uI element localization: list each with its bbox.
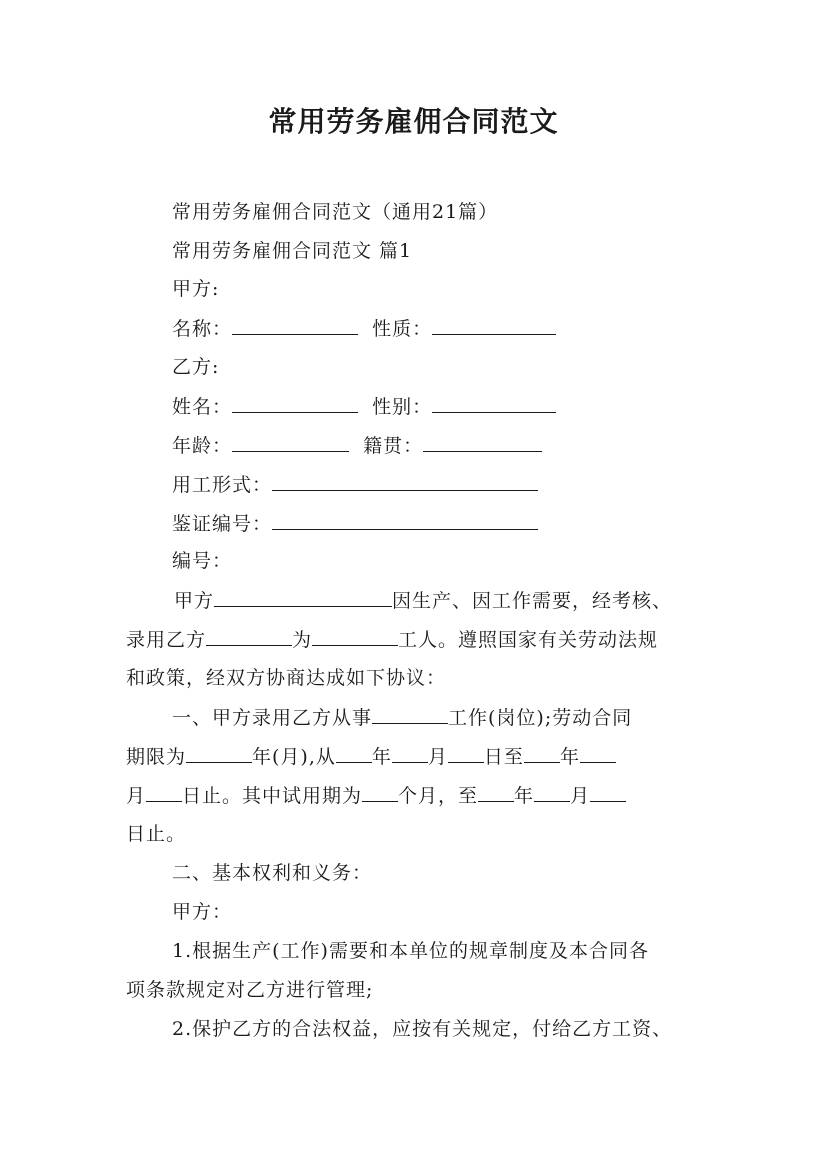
para2-blank bbox=[362, 783, 398, 802]
para2-blank bbox=[448, 744, 484, 763]
para2-text: 个月，至 bbox=[398, 785, 479, 807]
para2-text: 日止。其中试用期为 bbox=[182, 785, 363, 807]
serial-no-label: 编号： bbox=[172, 550, 233, 572]
certification-no-label: 鉴证编号： bbox=[172, 513, 273, 535]
fullname-blank bbox=[232, 394, 358, 413]
para2-text: 年 bbox=[559, 746, 580, 768]
para2-blank bbox=[392, 744, 428, 763]
para2-blank bbox=[590, 783, 626, 802]
para2-text: 期限为 bbox=[126, 746, 187, 768]
para2-text: 一、甲方录用乙方从事 bbox=[172, 707, 373, 729]
para2-text: 年 bbox=[514, 785, 535, 807]
name-label: 名称： bbox=[172, 318, 233, 340]
para1-blank bbox=[312, 627, 398, 646]
fullname-gender-row bbox=[172, 394, 556, 419]
employment-form-row bbox=[172, 472, 538, 497]
para1-text: 因生产、因工作需要，经考核、 bbox=[392, 590, 673, 612]
para2-blank bbox=[524, 744, 560, 763]
age-origin-row bbox=[172, 433, 542, 458]
name-nature-row bbox=[172, 316, 556, 341]
para2-text: 工作(岗位);劳动合同 bbox=[448, 707, 633, 729]
para1-text: 录用乙方 bbox=[126, 629, 207, 651]
para2-line4: 日止。 bbox=[126, 823, 187, 845]
para2-line1 bbox=[172, 705, 632, 730]
certification-no-row bbox=[172, 511, 538, 536]
para2-text: 年(月),从 bbox=[252, 746, 336, 768]
age-label: 年龄： bbox=[172, 435, 233, 457]
para1-blank bbox=[206, 627, 292, 646]
section-heading: 常用劳务雇佣合同范文 篇1 bbox=[172, 240, 413, 262]
item1-line1: 1.根据生产(工作)需要和本单位的规章制度及本合同各 bbox=[172, 940, 649, 962]
para2-text: 年 bbox=[371, 746, 392, 768]
para1-text: 甲方 bbox=[174, 590, 215, 612]
para1-text: 为 bbox=[292, 629, 313, 651]
party-a-label: 甲方: bbox=[172, 278, 220, 300]
para2-blank bbox=[478, 783, 514, 802]
para1-line1 bbox=[174, 588, 672, 613]
employment-form-blank bbox=[272, 472, 538, 491]
para2-blank bbox=[534, 783, 570, 802]
para1-line2 bbox=[126, 627, 658, 652]
party-b-label: 乙方: bbox=[172, 356, 220, 378]
para2-line2 bbox=[126, 744, 616, 769]
para1-blank bbox=[214, 588, 392, 607]
para2-blank bbox=[580, 744, 616, 763]
nature-label: 性质： bbox=[372, 318, 433, 340]
fullname-label: 姓名： bbox=[172, 396, 233, 418]
document-subtitle: 常用劳务雇佣合同范文（通用21篇） bbox=[172, 201, 499, 223]
para2-text: 月 bbox=[126, 785, 147, 807]
para1-line3: 和政策，经双方协商达成如下协议： bbox=[126, 667, 447, 689]
certification-no-blank bbox=[272, 511, 538, 530]
origin-label: 籍贯： bbox=[363, 435, 424, 457]
nature-blank bbox=[432, 316, 556, 335]
party-a-label-2: 甲方： bbox=[172, 901, 233, 923]
age-blank bbox=[232, 433, 349, 452]
para2-text: 日至 bbox=[483, 746, 524, 768]
origin-blank bbox=[423, 433, 542, 452]
para1-text: 工人。遵照国家有关劳动法规 bbox=[398, 629, 659, 651]
gender-label: 性别： bbox=[372, 396, 433, 418]
item1-line2: 项条款规定对乙方进行管理; bbox=[126, 979, 374, 1001]
section2-heading: 二、基本权利和义务： bbox=[172, 862, 373, 884]
para2-blank bbox=[146, 783, 182, 802]
para2-text: 月 bbox=[427, 746, 448, 768]
name-blank bbox=[232, 316, 358, 335]
para2-blank bbox=[372, 705, 448, 724]
employment-form-label: 用工形式： bbox=[172, 474, 273, 496]
para2-line3 bbox=[126, 783, 626, 808]
para2-text: 月 bbox=[570, 785, 591, 807]
gender-blank bbox=[432, 394, 556, 413]
item2-line1: 2.保护乙方的合法权益，应按有关规定，付给乙方工资、 bbox=[172, 1018, 673, 1040]
para2-blank bbox=[186, 744, 252, 763]
para2-blank bbox=[336, 744, 372, 763]
document-title: 常用劳务雇佣合同范文 bbox=[268, 105, 559, 138]
